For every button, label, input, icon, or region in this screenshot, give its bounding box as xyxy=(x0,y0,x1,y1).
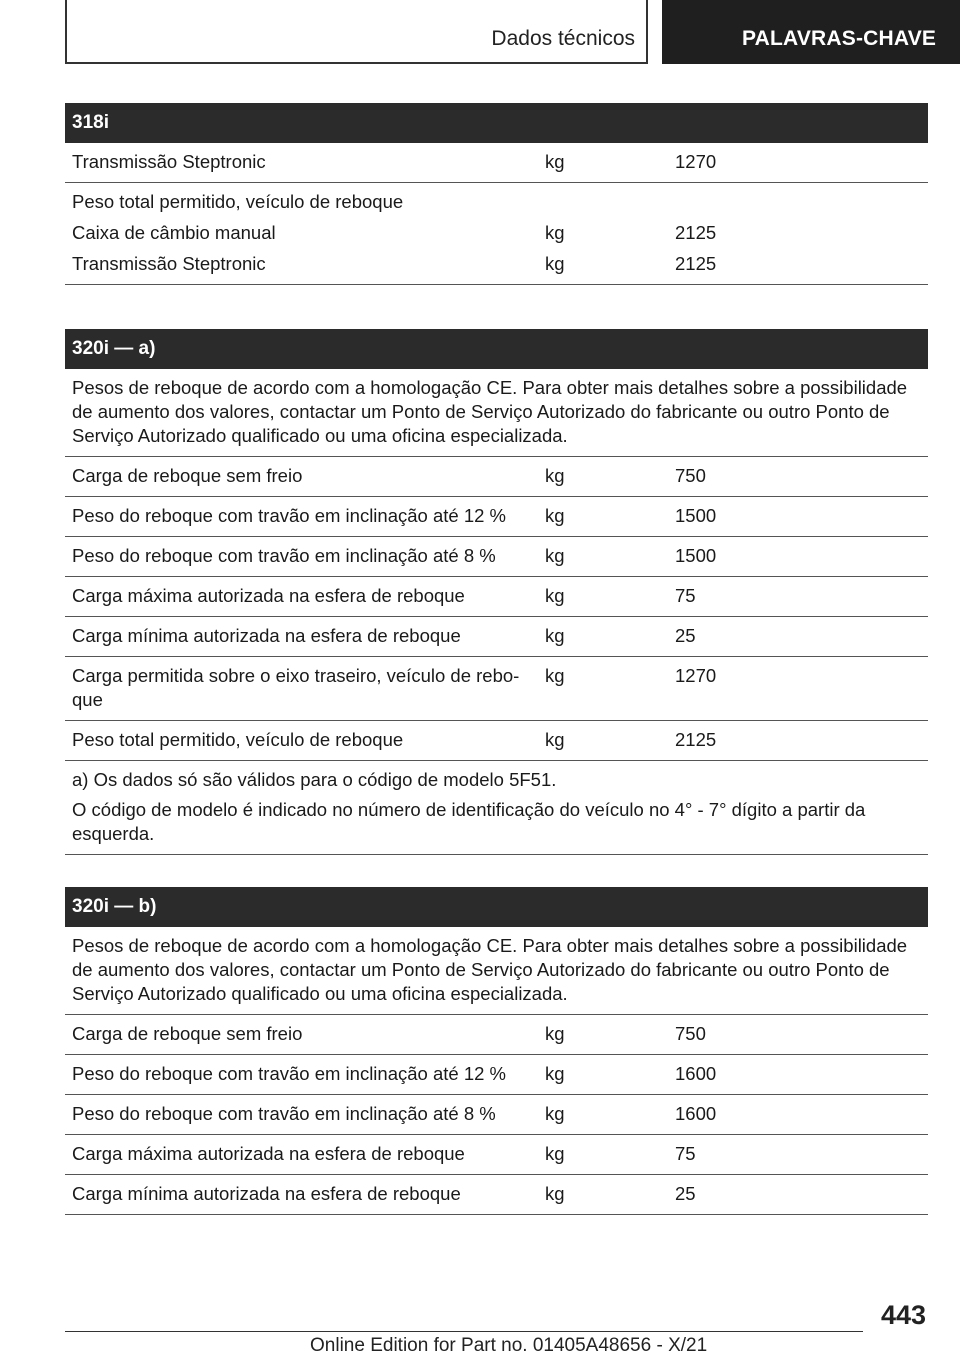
table-row xyxy=(65,577,928,617)
row-unit: kg xyxy=(545,222,565,243)
row-label: Transmissão Steptronic xyxy=(72,253,266,274)
table-title: 320i — b) xyxy=(65,887,928,927)
row-label: Peso do reboque com travão em inclinação até 12 % xyxy=(72,505,506,526)
table-row xyxy=(65,1135,928,1175)
row-unit: kg xyxy=(545,729,565,750)
table-row xyxy=(65,1055,928,1095)
footer-divider xyxy=(65,1331,863,1332)
row-value: 2125 xyxy=(675,222,717,243)
table-row xyxy=(65,245,928,285)
table-318i xyxy=(65,103,928,285)
table-row xyxy=(65,1175,928,1215)
row-value: 2125 xyxy=(675,729,717,750)
row-label: Caixa de câmbio manual xyxy=(72,222,276,243)
row-value: 2125 xyxy=(675,253,717,274)
row-unit: kg xyxy=(545,545,565,566)
row-unit: kg xyxy=(545,585,565,606)
row-unit: kg xyxy=(545,1063,565,1084)
table-row xyxy=(65,457,928,497)
row-unit: kg xyxy=(545,1143,565,1164)
table-notes xyxy=(65,761,928,855)
row-unit: kg xyxy=(545,505,565,526)
edition-footer: Online Edition for Part no. 01405A48656 - X/21 xyxy=(310,1335,708,1356)
page-number: 443 xyxy=(880,1300,926,1330)
table-320i-a xyxy=(65,329,928,855)
row-label: Carga mínima autorizada na esfera de reboque xyxy=(72,1183,461,1204)
row-value: 25 xyxy=(675,1183,696,1204)
row-label: Peso total permitido, veículo de reboque xyxy=(72,729,404,750)
row-value: 75 xyxy=(675,585,696,606)
row-value: 750 xyxy=(675,1023,706,1044)
row-label: Carga máxima autorizada na esfera de reboque xyxy=(72,1143,465,1164)
table-row xyxy=(65,143,928,183)
table-title: 320i — a) xyxy=(65,329,928,369)
row-value: 1600 xyxy=(675,1063,717,1084)
row-label: Carga permitida sobre o eixo traseiro, veículo de reboque xyxy=(72,665,520,710)
table-row xyxy=(65,657,928,721)
row-value: 750 xyxy=(675,465,706,486)
row-label: Carga de reboque sem freio xyxy=(72,465,303,486)
row-value: 1500 xyxy=(675,505,717,526)
row-unit: kg xyxy=(545,665,565,686)
row-label: Transmissão Steptronic xyxy=(72,151,266,172)
row-unit: kg xyxy=(545,1183,565,1204)
row-unit: kg xyxy=(545,1103,565,1124)
table-row xyxy=(65,1015,928,1055)
row-subheading: Peso total permitido, veículo de reboque xyxy=(72,191,404,212)
row-unit: kg xyxy=(545,625,565,646)
row-value: 1500 xyxy=(675,545,717,566)
row-unit: kg xyxy=(545,151,565,172)
table-row xyxy=(65,497,928,537)
table-row xyxy=(65,537,928,577)
row-label: Carga mínima autorizada na esfera de reboque xyxy=(72,625,461,646)
table-row xyxy=(65,617,928,657)
section-title: Dados técnicos xyxy=(491,27,635,50)
row-label: Carga máxima autorizada na esfera de reboque xyxy=(72,585,465,606)
table-intro: Pesos de reboque de acordo com a homologação CE. Para obter mais detalhes sobre a possibilidade de aumento dos valores, contactar um Ponto de Serviço Autorizado do fabricante ou outro Ponto de Serviço Autorizado qualificado ou uma oficina especializada. xyxy=(65,927,928,1015)
table-row xyxy=(65,721,928,761)
row-unit: kg xyxy=(545,465,565,486)
row-value: 1270 xyxy=(675,151,717,172)
row-label: Peso do reboque com travão em inclinação até 12 % xyxy=(72,1063,506,1084)
row-unit: kg xyxy=(545,1023,565,1044)
row-value: 75 xyxy=(675,1143,696,1164)
row-value: 1270 xyxy=(675,665,717,686)
keyword-tab-label[interactable]: PALAVRAS-CHAVE xyxy=(742,27,937,50)
row-label: Peso do reboque com travão em inclinação até 8 % xyxy=(72,1103,496,1124)
row-unit: kg xyxy=(545,253,565,274)
row-label: Peso do reboque com travão em inclinação até 8 % xyxy=(72,545,496,566)
table-row xyxy=(65,1095,928,1135)
footnote: a) Os dados só são válidos para o código de modelo 5F51. xyxy=(72,769,557,790)
table-320i-b xyxy=(65,887,928,1215)
row-value: 25 xyxy=(675,625,696,646)
table-title: 318i xyxy=(65,103,928,143)
row-value: 1600 xyxy=(675,1103,717,1124)
row-label: Carga de reboque sem freio xyxy=(72,1023,303,1044)
table-intro: Pesos de reboque de acordo com a homologação CE. Para obter mais detalhes sobre a possibilidade de aumento dos valores, contactar um Ponto de Serviço Autorizado do fabricante ou outro Ponto de Serviço Autorizado qualificado ou uma oficina especializada. xyxy=(65,369,928,457)
footnote: O código de modelo é indicado no número de identificação do veículo no 4° - 7° dígito a partir da esquerda. xyxy=(72,799,866,844)
